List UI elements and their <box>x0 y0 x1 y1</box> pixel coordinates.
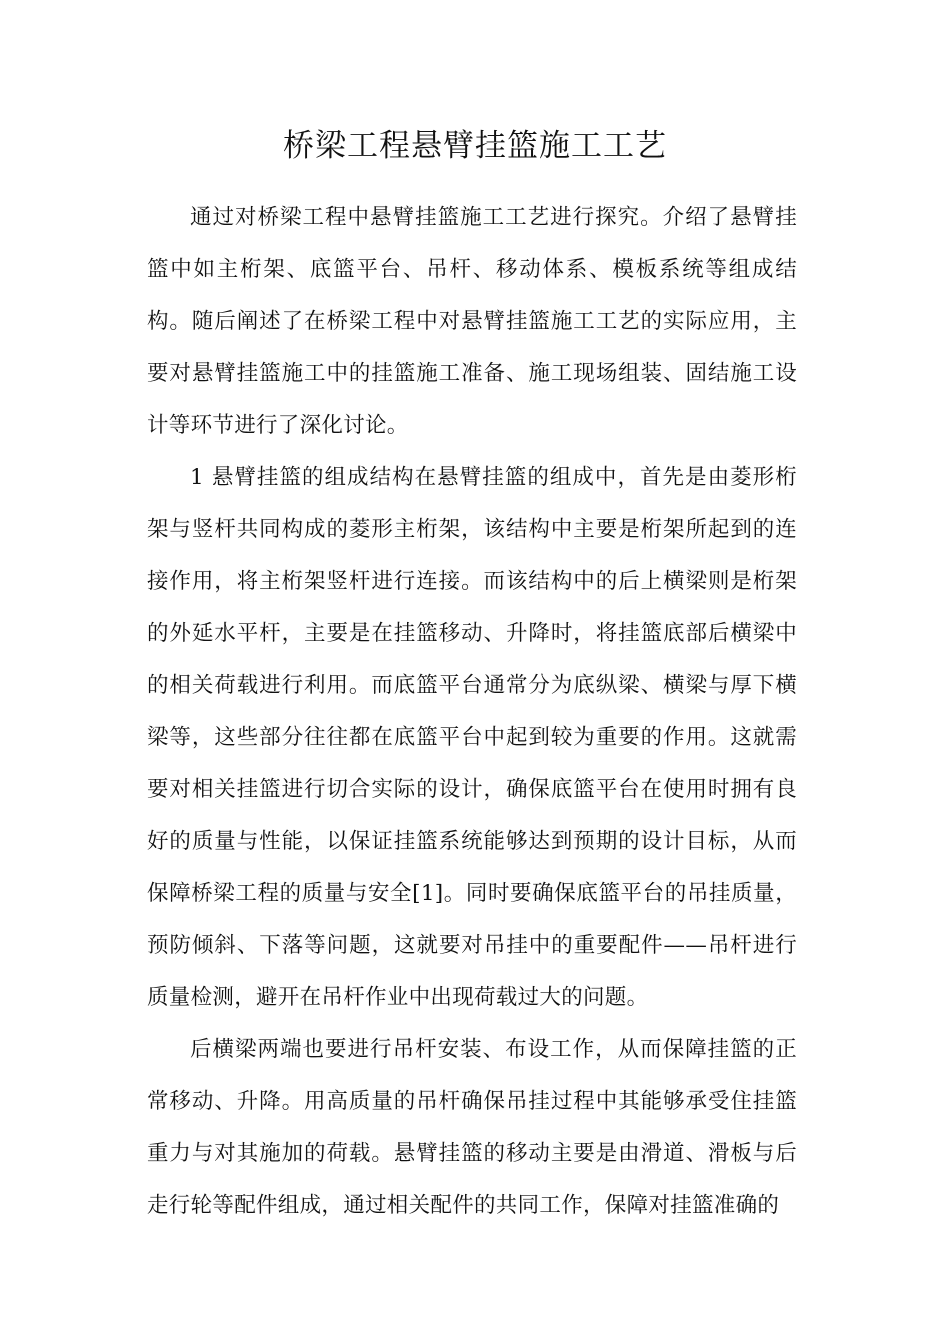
document-title: 桥梁工程悬臂挂篮施工工艺 <box>283 128 667 164</box>
paragraph-abstract: 通过对桥梁工程中悬臂挂篮施工工艺进行探究。介绍了悬臂挂篮中如主桁架、底篮平台、吊杆、移动体系、模板系统等组成结构。随后阐述了在桥梁工程中对悬臂挂篮施工工艺的实际应用，主要对悬臂挂篮施工中的挂篮施工准备、施工现场组装、固结施工设计等环节进行了深化讨论。 <box>147 205 797 438</box>
paragraph-rear-beam: 后横梁两端也要进行吊杆安装、布设工作，从而保障挂篮的正常移动、升降。用高质量的吊杆确保吊挂过程中其能够承受住挂篮重力与对其施加的荷载。悬臂挂篮的移动主要是由滑道、滑板与后走行轮等配件组成，通过相关配件的共同工作，保障对挂篮准确的 <box>147 1037 797 1218</box>
paragraph-structure: 1 悬臂挂篮的组成结构在悬臂挂篮的组成中，首先是由菱形桁架与竖杆共同构成的菱形主桁架，该结构中主要是桁架所起到的连接作用，将主桁架竖杆进行连接。而该结构中的后上横梁则是桁架的外延水平杆，主要是在挂篮移动、升降时，将挂篮底部后横梁中的相关荷载进行利用。而底篮平台通常分为底纵梁、横梁与厚下横梁等，这些部分往往都在底篮平台中起到较为重要的作用。这就需要对相关挂篮进行切合实际的设计，确保底篮平台在使用时拥有良好的质量与性能，以保证挂篮系统能够达到预期的设计目标，从而保障桥梁工程的质量与安全[1]。同时要确保底篮平台的吊挂质量，预防倾斜、下落等问题，这就要对吊挂中的重要配件——吊杆进行质量检测，避开在吊杆作业中出现荷载过大的问题。 <box>147 465 797 1010</box>
document-body <box>147 192 797 1232</box>
